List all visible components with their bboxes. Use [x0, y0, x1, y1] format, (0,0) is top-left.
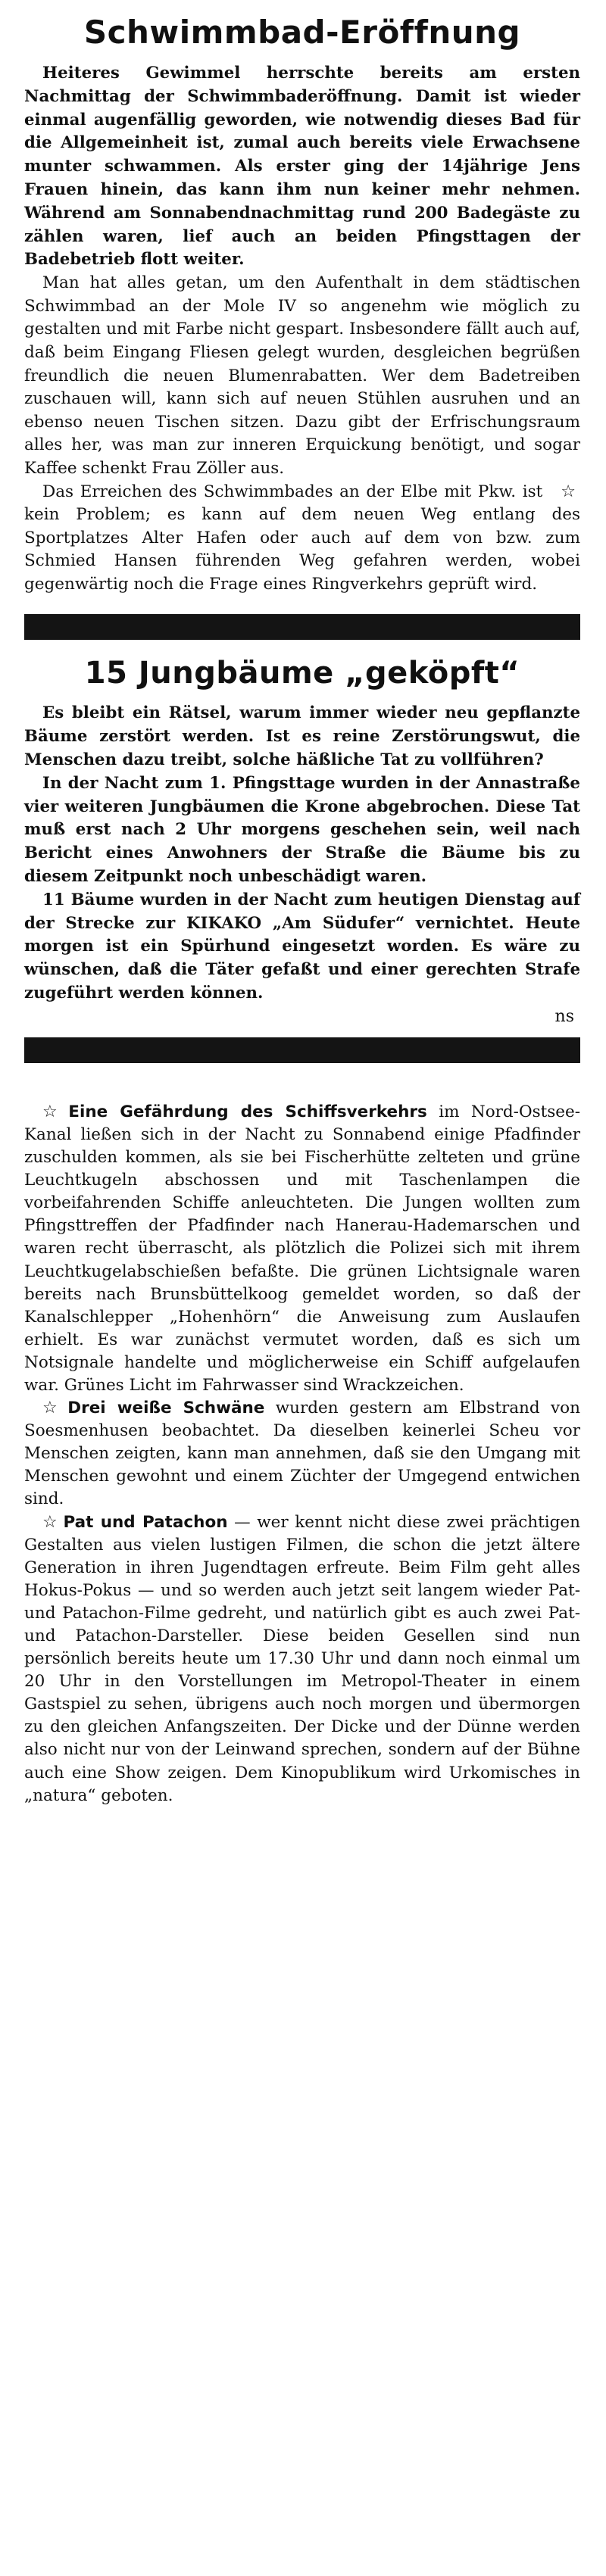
brief-item	[24, 1397, 580, 1511]
brief-text: im Nord-Ostsee-Kanal ließen sich in der Nacht zu Sonnabend einige Pfadfinder zuschulden kommen, als sie bei Fischerhütte zelteten und grüne Leuchtkugeln abschossen und mit Taschenlampen die vorbeifahrenden Schiffe anleuchteten. Die Jungen wollten zum Pfingsttreffen der Pfadfinder nach Hanerau-Hademarschen und waren recht überrascht, als plötzlich die Polizei sich mit ihrem Leuchtkugelabschießen befaßte. Die grünen Lichtsignale waren bereits nach Brunsbüttelkoog gemeldet worden, so daß der Kanalschlepper „Hohenhörn“ die Anweisung zum Auslaufen erhielt. Es war zunächst vermutet worden, daß es sich um Notsignale handelte und möglicherweise ein Schiff aufgelaufen war. Grünes Licht im Fahrwasser sind Wrackzeichen.	[24, 1102, 580, 1395]
article-lead: Heiteres Gewimmel herrschte bereits am ersten Nachmittag der Schwimmbaderöffnung. Damit ist wieder einmal augenfällig geworden, wie notwendig dieses Bad für die Allgemeinheit ist, zumal auch bereits viele Erwachsene munter schwammen. Als erster ging der 14jährige Jens Frauen hinein, das kann ihm nun keiner mehr nehmen. Während am Sonnabendnachmittag rund 200 Badegäste zu zählen waren, lief auch an beiden Pfingsttagen der Badebetrieb flott weiter.	[24, 64, 580, 270]
news-briefs	[24, 1101, 580, 1807]
article-paragraph: 11 Bäume wurden in der Nacht zum heutigen Dienstag auf der Strecke zur KIKAKO „Am Südufer“ vernichtet. Heute morgen ist ein Spürhund eingesetzt worden. Es wäre zu wünschen, daß die Täter gefaßt und einer gerechten Strafe zugeführt werden können.	[24, 890, 580, 1003]
article-paragraph: Man hat alles getan, um den Aufenthalt in dem städtischen Schwimmbad an der Mole IV so angenehm wie möglich zu gestalten und mit Farbe nicht gespart. Insbesondere fällt auch auf, daß beim Eingang Fliesen gelegt wurden, desgleichen begrüßen freundlich die neuen Blumenrabatten. Wer dem Badetreiben zuschauen will, kann sich auf neuen Stühlen ausruhen und an ebenso neuen Tischen sitzen. Dazu gibt der Erfrischungsraum alles her, was man zur inneren Erquickung benötigt, und sogar Kaffee schenkt Frau Zöller aus.	[24, 273, 580, 478]
brief-text: wurden gestern am Elbstrand von Soesmenhusen beobachtet. Da dieselben keinerlei Scheu vor Menschen zeigten, kann man annehmen, daß sie den Umgang mit Menschen gewohnt und einem Züchter der Umgegend entwichen sind.	[24, 1399, 580, 1509]
brief-item	[24, 1101, 580, 1397]
brief-item	[24, 1511, 580, 1807]
star-bullet-icon: ☆	[42, 1102, 64, 1121]
article-schwimmbad	[24, 14, 580, 596]
article-paragraph: Es bleibt ein Rätsel, warum immer wieder neu gepflanzte Bäume zerstört werden. Ist es reine Zerstörungswut, die Menschen dazu treibt, solche häßliche Tat zu vollführen?	[24, 703, 580, 770]
star-bullet-icon: ☆	[42, 1399, 64, 1418]
separator-bar	[24, 614, 580, 640]
star-bullet-icon: ☆	[42, 1512, 59, 1532]
brief-text: — wer kennt nicht diese zwei prächtigen Gestalten aus vielen lustigen Filmen, die schon die jetzt ältere Generation in ihren Jugendtagen erfreute. Beim Film geht alles Hokus-Pokus — und so werden auch jetzt seit langem wieder Pat- und Patachon-Filme gedreht, und natürlich gibt es auch zwei Pat- und Patachon-Darsteller. Diese beiden Gesellen sind nun persönlich bereits heute um 17.30 Uhr und dann noch einmal um 20 Uhr in den Vorstellungen im Metropol-Theater in einem Gastspiel zu sehen, übrigens auch noch morgen und übermorgen zu den gleichen Anfangszeiten. Der Dicke und der Dünne werden also nicht nur von der Leinwand sprechen, sondern auf der Bühne auch eine Show zeigen. Dem Kinopublikum wird Urkomisches in „natura“ geboten.	[24, 1512, 580, 1805]
brief-headline: Eine Gefährdung des Schiffsverkehrs	[68, 1102, 427, 1121]
article-headline: Schwimmbad-Eröffnung	[83, 14, 521, 51]
author-signature: ns	[554, 1006, 574, 1026]
article-paragraph: In der Nacht zum 1. Pfingsttage wurden in der Annastraße vier weiteren Jungbäumen die Krone abgebrochen. Diese Tat muß erst nach 2 Uhr morgens geschehen sein, weil nach Bericht eines Anwohners der Straße die Bäume bis zu diesem Zeitpunkt noch unbeschädigt waren.	[24, 773, 580, 887]
end-star-icon: ☆	[561, 482, 576, 501]
article-paragraph: ☆ Das Erreichen des Schwimmbades an der Elbe mit Pkw. ist kein Problem; es kann auf dem neuen Weg entlang des Sportplatzes Alter Hafen oder auch auf dem von bzw. zum Schmied Hansen führenden Weg gefahren werden, wobei gegenwärtig noch die Frage eines Ringverkehrs geprüft wird.	[24, 482, 580, 594]
separator-bar	[24, 1037, 580, 1063]
brief-headline: Drei weiße Schwäne	[67, 1399, 265, 1418]
article-headline: 15 Jungbäume „geköpft“	[84, 656, 520, 691]
article-jungbaeume	[24, 655, 580, 1028]
brief-headline: Pat und Patachon	[63, 1512, 228, 1532]
